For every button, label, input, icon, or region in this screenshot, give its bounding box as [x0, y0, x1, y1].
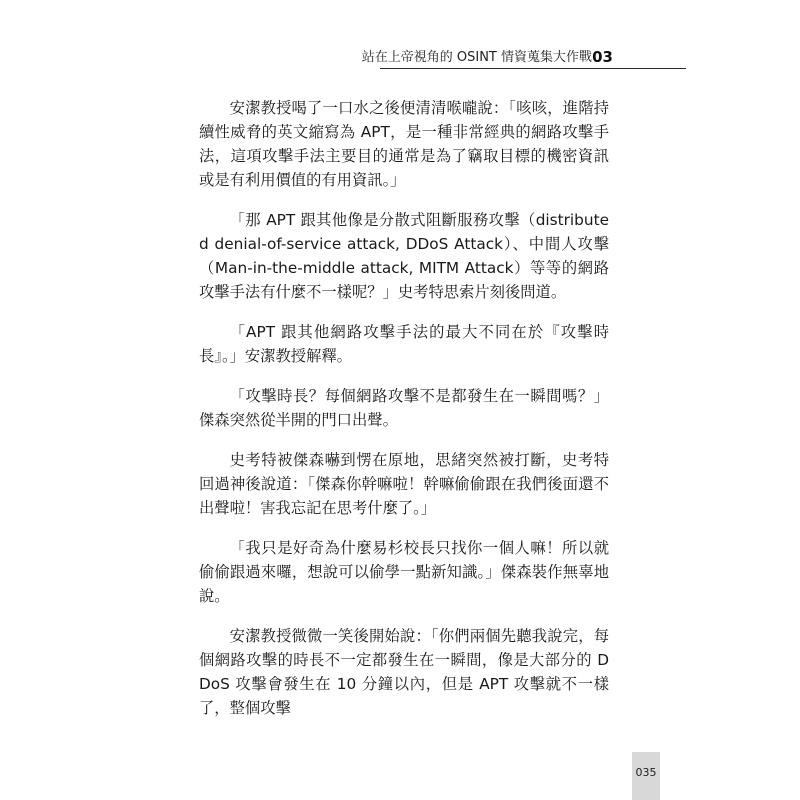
body-text [199, 96, 609, 736]
paragraph-5: 史考特被傑森嚇到愣在原地，思緒突然被打斷，史考特回過神後說道：「傑森你幹嘛啦！幹嘛偷偷跟在我們後面還不出聲啦！害我忘記在思考什麼了。」 [199, 451, 609, 517]
running-header [361, 48, 686, 69]
page-number-tab [632, 752, 660, 800]
paragraph-2: 「那 APT 跟其他像是分散式阻斷服務攻擊（distributed denial-of-service attack, DDoS Attack）、中間人攻擊（Man-in-the-middle attack, MITM Attack）等等的網路攻擊手法有什麼不一樣呢？」史考特思索片刻後問道。 [199, 211, 609, 301]
paragraph-7: 安潔教授微微一笑後開始說：「你們兩個先聽我說完，每個網路攻擊的時長不一定都發生在一瞬間，像是大部分的 DDoS 攻擊會發生在 10 分鐘以內，但是 APT 攻擊就不一樣了，整個攻擊 [199, 627, 609, 717]
paragraph-3: 「APT 跟其他網路攻擊手法的最大不同在於『攻擊時長』。」安潔教授解釋。 [199, 323, 609, 365]
paragraph-6: 「我只是好奇為什麼易杉校長只找你一個人嘛！所以就偷偷跟過來囉，想說可以偷學一點新知識。」傑森裝作無辜地說。 [199, 539, 609, 605]
paragraph-4: 「攻擊時長？每個網路攻擊不是都發生在一瞬間嗎？」傑森突然從半開的門口出聲。 [199, 387, 609, 429]
page-number: 035 [635, 766, 657, 779]
paragraph-1: 安潔教授喝了一口水之後便清清喉嚨說：「咳咳，進階持續性威脅的英文縮寫為 APT，是一種非常經典的網路攻擊手法，這項攻擊手法主要目的通常是為了竊取目標的機密資訊或是有利用價值的有用資訊。」 [199, 99, 609, 189]
chapter-number: 03 [592, 48, 613, 66]
running-header-title: 站在上帝視角的 OSINT 情資蒐集大作戰 [361, 50, 592, 65]
